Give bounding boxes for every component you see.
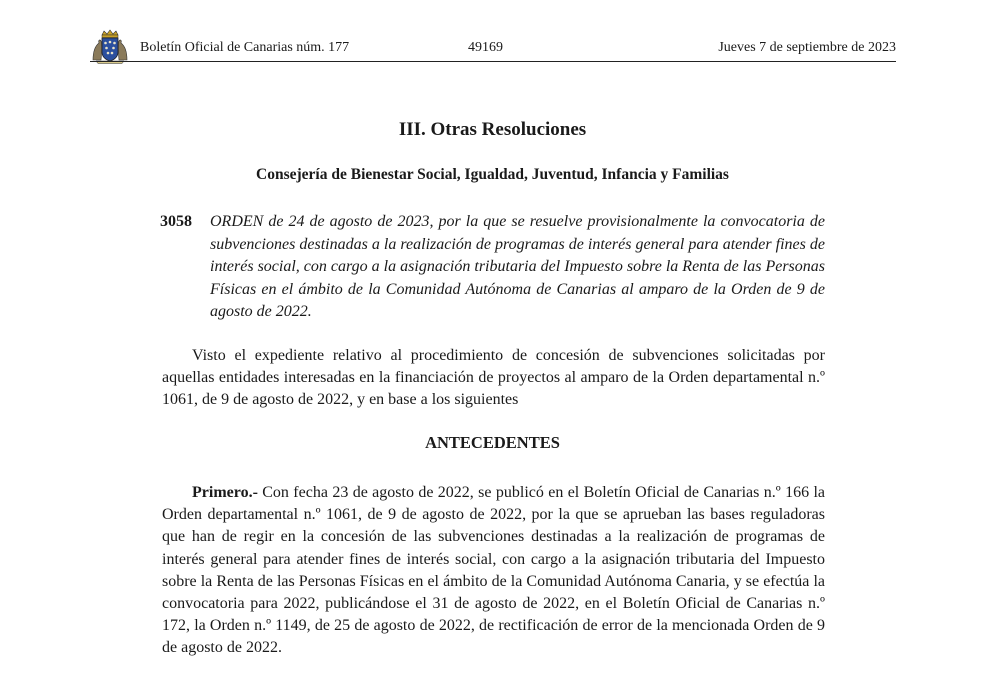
section-title: III. Otras Resoluciones bbox=[398, 119, 587, 140]
coat-of-arms-icon bbox=[90, 28, 130, 64]
bulletin-title: Boletín Oficial de Canarias núm. 177 bbox=[140, 40, 350, 55]
order-number: 3058 bbox=[160, 213, 192, 230]
primero-paragraph bbox=[162, 482, 825, 660]
page-number: 49169 bbox=[468, 40, 503, 55]
department-heading: Consejería de Bienestar Social, Igualdad, Juventud, Infancia y Familias bbox=[256, 166, 729, 183]
publication-date: Jueves 7 de septiembre de 2023 bbox=[718, 40, 896, 55]
primero-text: Con fecha 23 de agosto de 2022, se publicó en el Boletín Oficial de Canarias n.º 166 la Orden departamental n.º 1061, de 9 de agosto de 2022, por la que se aprueban las bases reguladoras que han de regir en la concesión de las subvenciones destinadas a la realización de programas de interés general para atender fines de interés social, con cargo a la asignación tributaria del Impuesto sobre la Renta de las Personas Físicas en el ámbito de la Comunidad Autónoma Canaria, y se efectúa la convocatoria para 2022, publicándose el 31 de agosto de 2022, en el Boletín Oficial de Canarias n.º 172, la Orden n.º 1149, de 25 de agosto de 2022, de rectificación de error de la mencionada Orden de 9 de agosto de 2022. bbox=[162, 484, 825, 657]
order-summary: ORDEN de 24 de agosto de 2023, por la que se resuelve provisionalmente la convocatoria de subvenciones destinadas a la realización de programas de interés general para atender fines de interés social, con cargo a la asignación tributaria del Impuesto sobre la Renta de las Personas Físicas en el ámbito de la Comunidad Autónoma de Canarias al amparo de la Orden de 9 de agosto de 2022. bbox=[210, 213, 825, 320]
antecedentes-heading: ANTECEDENTES bbox=[425, 433, 560, 452]
primero-label: Primero.- bbox=[192, 484, 258, 501]
intro-paragraph: Visto el expediente relativo al procedimiento de concesión de subvenciones solicitadas por aquellas entidades interesadas en la financiación de proyectos al amparo de la Orden departamental n.º 1061, de 9 de agosto de 2022, y en base a los siguientes bbox=[162, 347, 825, 409]
header-divider bbox=[90, 61, 896, 62]
page-header bbox=[90, 28, 896, 64]
